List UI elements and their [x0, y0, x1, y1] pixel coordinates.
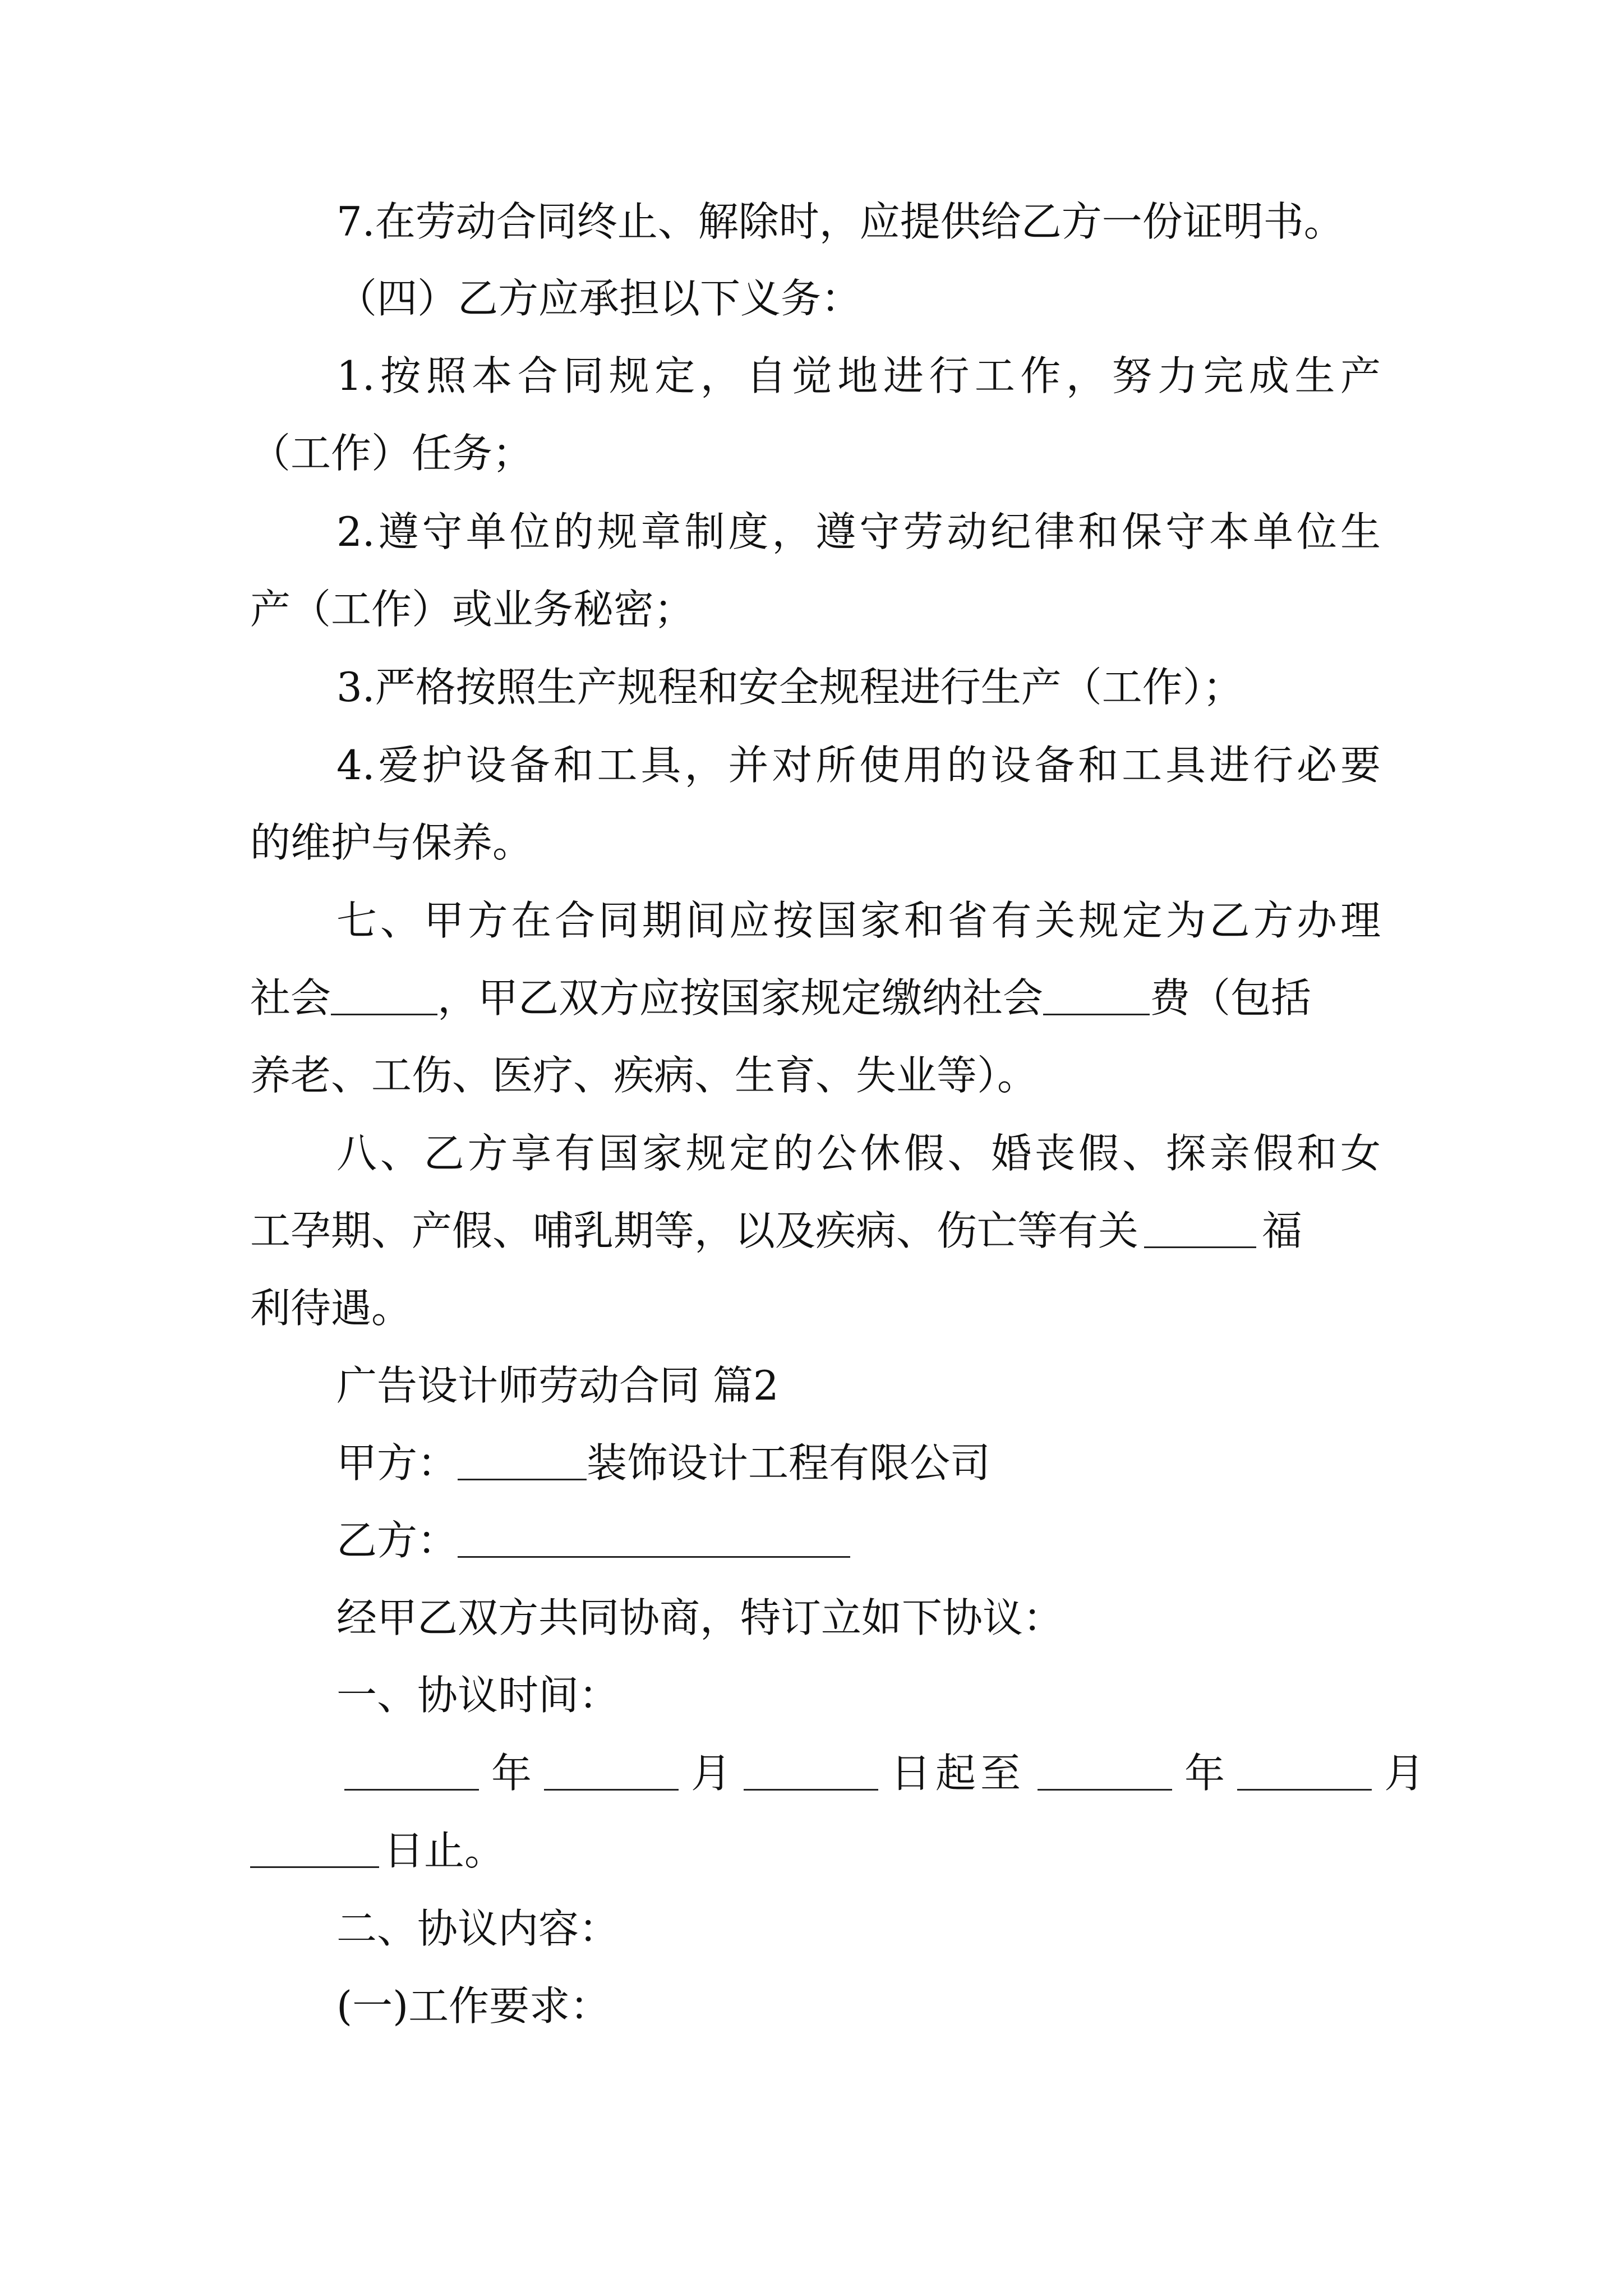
text-line: 八、乙方享有国家规定的公休假、婚丧假、探亲假和女: [336, 1130, 1381, 1177]
text-line: 利待遇。: [250, 1285, 412, 1332]
duty-1-line-2: [250, 425, 533, 481]
party-a-line: [336, 1435, 990, 1491]
text-line: 一、协议时间：: [336, 1672, 620, 1719]
text-line: 的维护与保养。: [250, 819, 533, 866]
text-segment: ，甲乙双方应按国家规定缴纳社会: [437, 974, 1044, 1022]
text-line: 七、甲方在合同期间应按国家和省有关规定为乙方办理: [336, 897, 1381, 944]
text-line: 3.严格按照生产规程和安全规程进行生产（工作）；: [336, 664, 1243, 711]
blank-start-year: [344, 1749, 479, 1791]
article-8-line-3: [250, 1280, 412, 1336]
text-segment: 月: [1384, 1750, 1425, 1797]
text-segment: 社会: [250, 974, 331, 1022]
blank-insurance-type: [331, 973, 437, 1015]
text-segment: 月: [691, 1750, 732, 1797]
agreement-intro: [336, 1590, 1063, 1646]
text-segment: 费（包括: [1150, 974, 1312, 1022]
article-7-line-3: [250, 1047, 1038, 1103]
text-line: （四）乙方应承担以下义务：: [336, 275, 862, 322]
blank-end-day: [250, 1826, 379, 1868]
clause-7-certificate: [336, 194, 1344, 250]
party-a-company: 装饰设计工程有限公司: [587, 1439, 991, 1487]
text-line: 经甲乙双方共同协商，特订立如下协议：: [336, 1594, 1064, 1641]
text-line: 4.爱护设备和工具，并对所使用的设备和工具进行必要: [336, 742, 1381, 789]
section-4-heading: [336, 270, 861, 326]
text-line: 2.遵守单位的规章制度，遵守劳动纪律和保守本单位生: [336, 508, 1381, 555]
blank-start-day: [744, 1749, 878, 1791]
article-8-line-1: [336, 1125, 1381, 1181]
text-line: 养老、工伤、医疗、疾病、生育、失业等）。: [250, 1052, 1038, 1099]
article-7-line-1: [336, 892, 1381, 949]
text-segment: 年: [1184, 1750, 1225, 1797]
blank-end-year: [1038, 1749, 1172, 1791]
text-segment: 工孕期、产假、哺乳期等，以及疾病、伤亡等有关: [250, 1207, 1139, 1254]
duty-3: [336, 659, 1243, 715]
agreement-period-line-2: [250, 1823, 505, 1879]
text-line: (一)工作要求：: [336, 1982, 611, 2030]
text-line: 广告设计师劳动合同 篇2: [336, 1362, 779, 1409]
text-segment: 年: [491, 1750, 532, 1797]
blank-welfare: [1144, 1206, 1256, 1248]
text-line: 1.按照本合同规定，自觉地进行工作，努力完成生产: [336, 352, 1381, 399]
blank-end-month: [1237, 1749, 1372, 1791]
duty-4-line-1: [336, 737, 1381, 793]
text-segment: 福: [1262, 1207, 1303, 1254]
text-line: 产（工作）或业务秘密；: [250, 586, 695, 633]
party-b-label: 乙方：: [336, 1517, 458, 1564]
blank-start-month: [544, 1749, 679, 1791]
duty-2-line-2: [250, 581, 694, 637]
text-line: （工作）任务；: [250, 430, 533, 477]
article-8-line-2: [250, 1203, 1302, 1259]
agreement-time-heading: [336, 1667, 619, 1723]
text-segment: 日止。: [384, 1827, 505, 1874]
article-7-line-2: [250, 970, 1311, 1026]
party-a-label: 甲方：: [336, 1439, 458, 1487]
agreement-period-line-1: [336, 1745, 1424, 1801]
text-line: 二、协议内容：: [336, 1905, 620, 1952]
text-segment: 日起至: [891, 1750, 1026, 1797]
duty-4-line-2: [250, 815, 533, 871]
duty-2-line-1: [336, 504, 1381, 560]
work-requirements-heading: [336, 1978, 610, 2034]
blank-party-a-name: [458, 1438, 587, 1480]
blank-party-b-name: [458, 1516, 850, 1558]
duty-1-line-1: [336, 348, 1381, 404]
blank-insurance-fee: [1043, 973, 1150, 1015]
contract-2-title: [336, 1358, 779, 1414]
text-line: 7.在劳动合同终止、解除时，应提供给乙方一份证明书。: [336, 198, 1344, 245]
party-b-line: [336, 1512, 850, 1568]
agreement-content-heading: [336, 1901, 619, 1957]
